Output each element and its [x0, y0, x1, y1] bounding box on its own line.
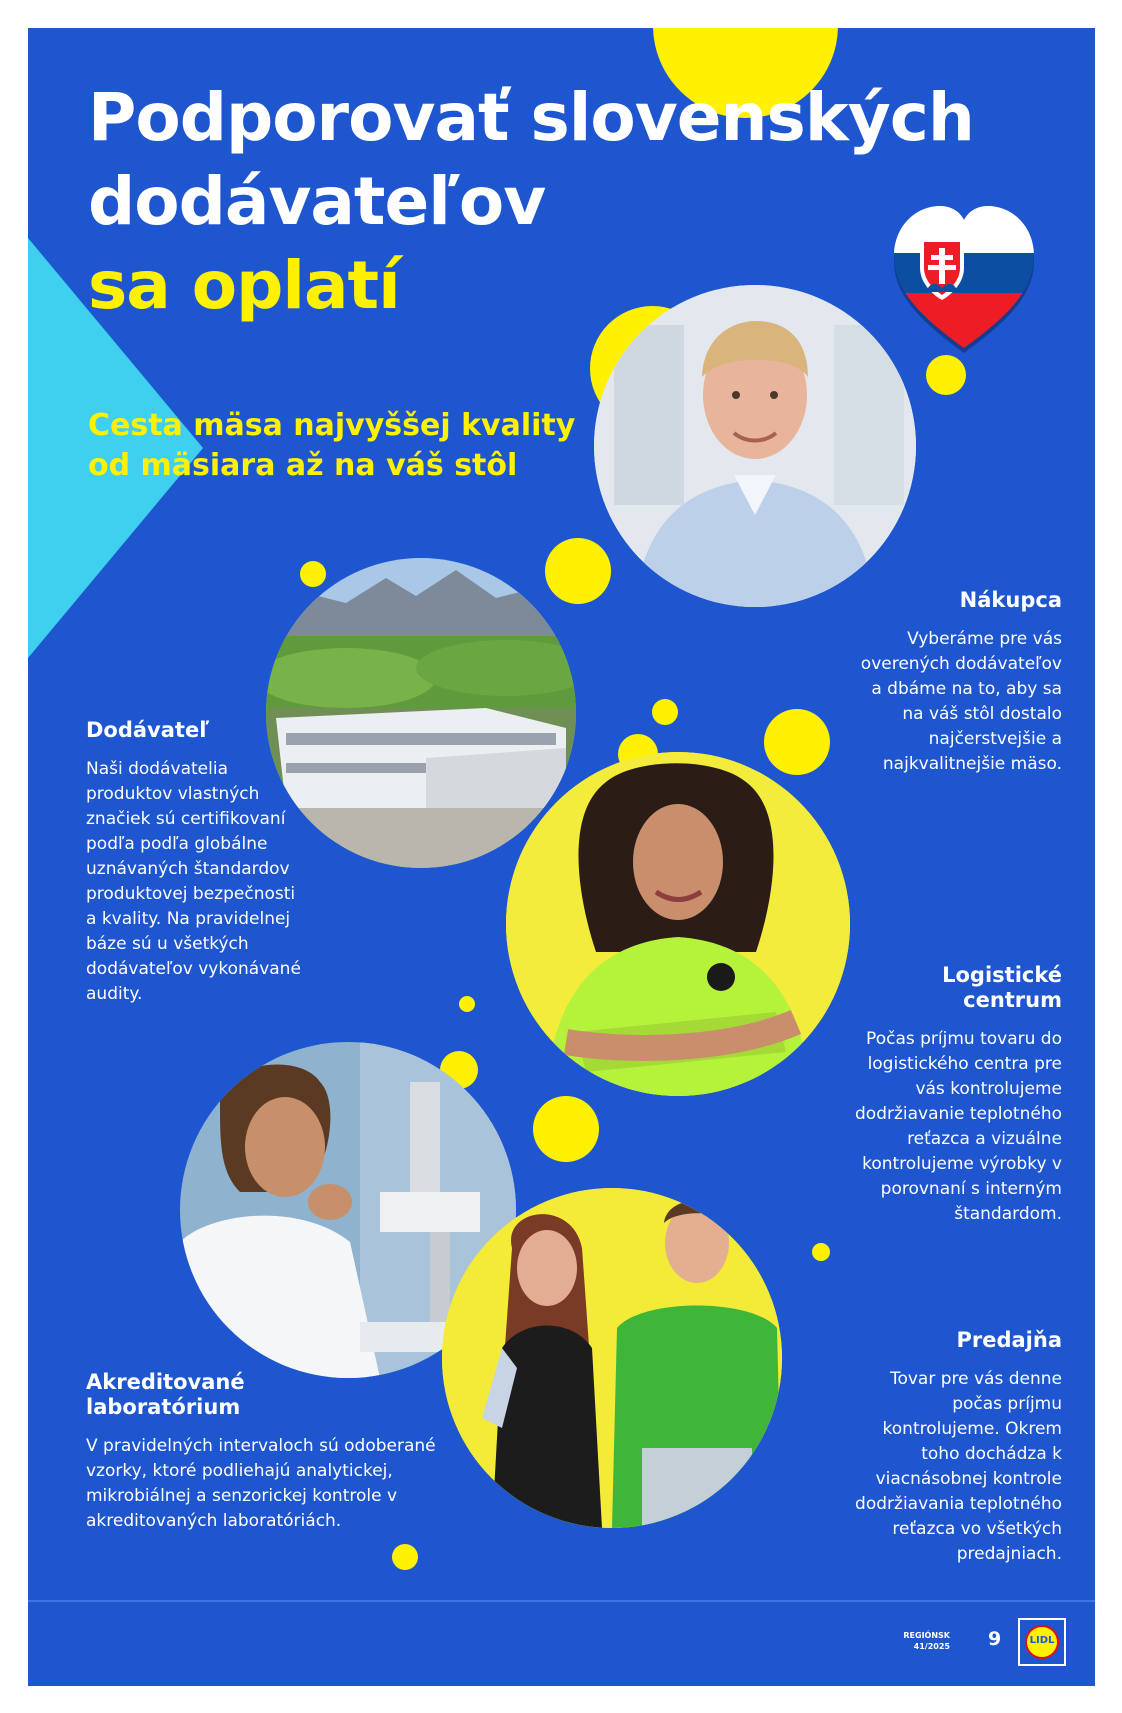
footer-week: 41/2025 [913, 1642, 950, 1651]
section-laboratorium [86, 1370, 466, 1534]
page-subtitle: Cesta mäsa najvyššej kvality od mäsiara až na váš stôl [88, 408, 576, 483]
title-line-3: sa oplatí [88, 247, 400, 324]
store-staff-photo [442, 1188, 782, 1528]
section-heading-logisticke: Logistické centrum [942, 963, 1062, 1012]
flyer-page [28, 28, 1095, 1686]
section-heading-nakupca: Nákupca [959, 588, 1062, 612]
lidl-logo-icon [1018, 1618, 1066, 1666]
yellow-dot [812, 1243, 830, 1261]
title-line-2: dodávateľov [88, 163, 546, 240]
section-logisticke [836, 963, 1062, 1227]
logistics-worker-photo [506, 752, 850, 1096]
yellow-dot [926, 355, 966, 395]
footer-divider [28, 1600, 1095, 1602]
page-title [88, 76, 974, 328]
section-heading-laboratorium: Akreditované laboratórium [86, 1370, 245, 1419]
section-nakupca [776, 588, 1062, 777]
title-line-1: Podporovať slovenských [88, 79, 974, 156]
yellow-dot [545, 538, 611, 604]
section-text-dodavatel: Naši dodávatelia produktov vlastných značiek sú certifikovaní podľa podľa globálne uznávaných štandardov produktovej bezpečnosti a kvality. Na pravidelnej báze sú u všetkých dodávateľov vykonávané audity. [86, 759, 301, 1004]
yellow-dot [533, 1096, 599, 1162]
slovak-flag-heart-icon [890, 198, 1038, 358]
section-heading-dodavatel: Dodávateľ [86, 718, 210, 742]
yellow-dot [300, 561, 326, 587]
buyer-photo [594, 285, 916, 607]
section-text-predajna: Tovar pre vás denne počas príjmu kontrolujeme. Okrem toho dochádza k viacnásobnej kontrole dodržiavania teplotného reťazca vo všetkých predajniach. [855, 1369, 1062, 1564]
yellow-dot [459, 996, 475, 1012]
section-heading-predajna: Predajňa [956, 1328, 1062, 1352]
lidl-logo-text: LIDL [1029, 1635, 1055, 1646]
footer-region [882, 1630, 950, 1652]
yellow-dot [652, 699, 678, 725]
section-predajna [846, 1328, 1062, 1567]
section-text-laboratorium: V pravidelných intervaloch sú odoberané vzorky, ktoré podliehajú analytickej, mikrobiálnej a senzorickej kontrole v akreditovaných laboratóriách. [86, 1436, 436, 1531]
page-number: 9 [988, 1628, 1002, 1650]
yellow-dot [392, 1544, 418, 1570]
section-text-nakupca: Vyberáme pre vás overených dodávateľov a dbáme na to, aby sa na váš stôl dostalo najčerstvejšie a najkvalitnejšie mäso. [860, 629, 1062, 774]
footer-region-name: REGIÓNSK [903, 1631, 950, 1640]
section-text-logisticke: Počas príjmu tovaru do logistického centra pre vás kontrolujeme dodržiavanie teplotného reťazca a vizuálne kontrolujeme výrobky v porovnaní s interným štandardom. [855, 1029, 1062, 1224]
supplier-photo [266, 558, 576, 868]
section-dodavatel [86, 718, 306, 1007]
